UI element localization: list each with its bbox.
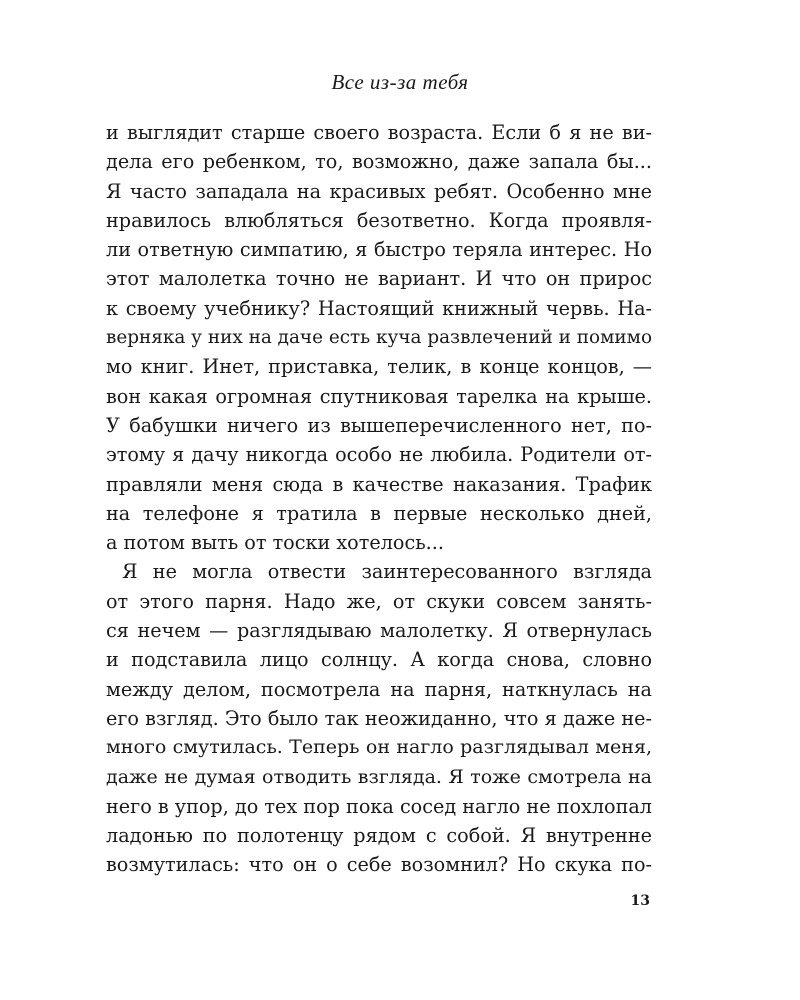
text-line: на телефоне я тратила в первые несколько дней,: [106, 501, 652, 525]
body-text: [106, 118, 652, 880]
text-line: мо книг. Инет, приставка, телик, в конце концов, —: [106, 355, 652, 379]
text-line: У бабушки ничего из вышеперечисленного нет, по-: [106, 413, 652, 437]
text-line: ся нечем — разглядываю малолетку. Я отвернулась: [106, 619, 652, 643]
text-line: ли ответную симпатию, я быстро теряла интерес. Но: [106, 238, 652, 262]
text-line: вон какая огромная спутниковая тарелка на крыше.: [106, 384, 652, 408]
text-line: правляли меня сюда в качестве наказания. Трафик: [106, 472, 652, 496]
text-line: даже не думая отводить взгляда. Я тоже смотрела на: [106, 765, 652, 788]
text-line: его взгляд. Это было так неожиданно, что я даже не-: [106, 706, 652, 730]
text-line: а потом выть от тоски хотелось...: [106, 531, 444, 555]
paragraph-1: [106, 118, 652, 557]
text-line: ладонью по полотенцу рядом с собой. Я внутренне: [106, 824, 652, 848]
text-line: и подставила лицо солнцу. А когда снова, словно: [106, 648, 652, 672]
text-line: Я не могла отвести заинтересованного взгляда: [122, 560, 652, 584]
text-line: верняка у них на даче есть куча развлечений и помимо: [106, 327, 652, 349]
text-line: возмутилась: что он о себе возомнил? Но скука по-: [106, 853, 652, 877]
page-number: 13: [630, 893, 650, 909]
text-line: между делом, посмотрела на парня, наткнулась на: [106, 677, 652, 701]
text-line: этому я дачу никогда особо не любила. Родители от-: [106, 443, 652, 467]
text-line: Я часто западала на красивых ребят. Особенно мне: [106, 179, 652, 203]
text-line: к своему учебнику? Настоящий книжный червь. На-: [106, 296, 652, 320]
text-line: нравилось влюбляться безответно. Когда проявля-: [106, 208, 652, 232]
text-line: него в упор, до тех пор пока сосед нагло не похлопал: [106, 794, 652, 818]
text-line: этот малолетка точно не вариант. И что он прирос: [106, 267, 652, 291]
text-line: много смутилась. Теперь он нагло разглядывал меня,: [106, 736, 652, 759]
text-line: дела его ребенком, то, возможно, даже запала бы...: [106, 150, 652, 174]
running-title: Все из-за тебя: [331, 70, 469, 94]
paragraph-2: [106, 557, 652, 879]
text-line: и выглядит старше своего возраста. Если б я не ви-: [106, 121, 652, 144]
text-line: от этого парня. Надо же, от скуки совсем занять-: [106, 589, 652, 613]
